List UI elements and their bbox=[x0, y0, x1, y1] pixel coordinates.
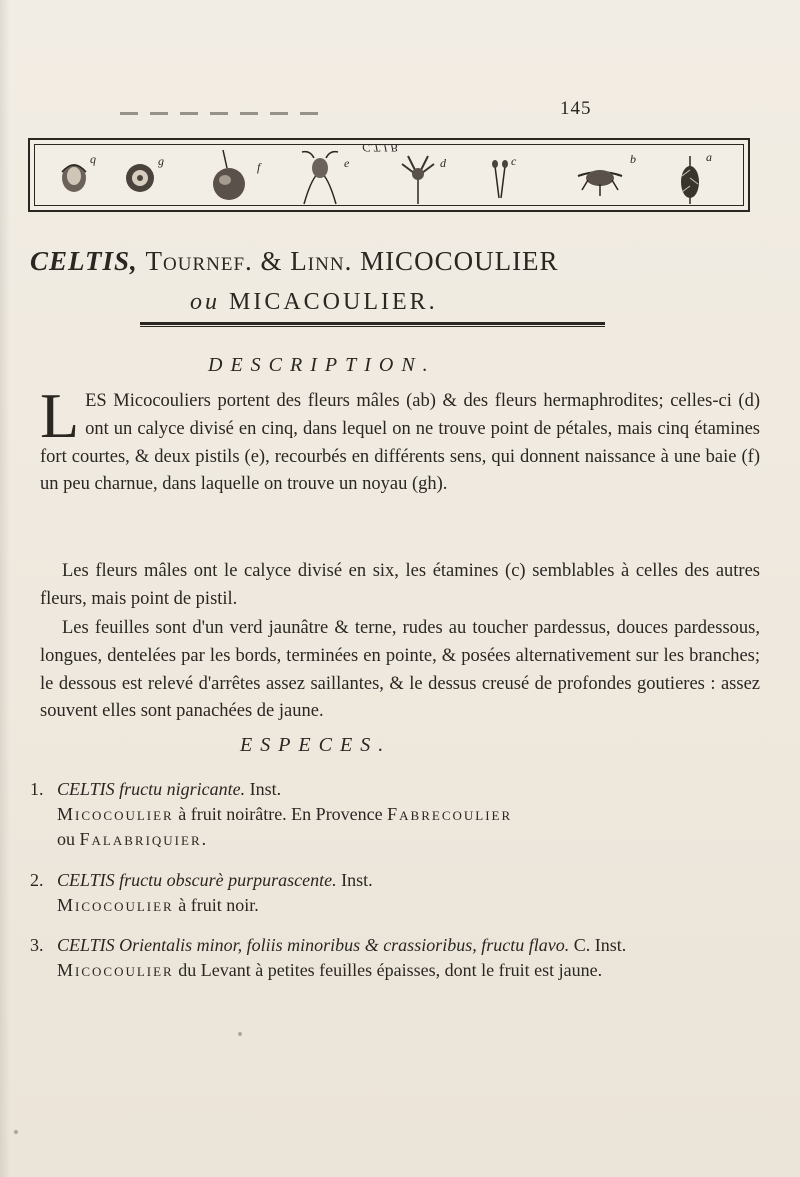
plate-caption: C.T.J.B. bbox=[362, 141, 401, 155]
figure-letter: q bbox=[90, 152, 96, 166]
species-entry bbox=[30, 933, 770, 983]
paper-stain bbox=[238, 1032, 242, 1036]
species-body bbox=[57, 777, 770, 852]
genus-title bbox=[30, 246, 559, 277]
species-entry bbox=[30, 777, 770, 852]
especes-heading: ESPECES. bbox=[240, 734, 392, 756]
male-flower-icon bbox=[570, 146, 650, 206]
species-reference: C. Inst. bbox=[573, 935, 627, 955]
species-number: 3. bbox=[30, 935, 44, 955]
species-number: 1. bbox=[30, 779, 44, 799]
species-common-description: à fruit noirâtre. En Provence bbox=[178, 804, 383, 824]
species-common-name: Micocoulier bbox=[57, 804, 174, 824]
ou-word: ou bbox=[57, 829, 75, 849]
figure-letter: c bbox=[511, 154, 517, 168]
figure-letter: a bbox=[706, 150, 712, 164]
species-number: 2. bbox=[30, 870, 44, 890]
species-common-name: Micocoulier bbox=[57, 960, 174, 980]
leaf-sprig-icon bbox=[670, 146, 730, 206]
genus-authors: Tournef. & Linn. bbox=[145, 246, 353, 276]
species-common-description: du Levant à petites feuilles épaisses, dont le fruit est jaune. bbox=[178, 960, 603, 980]
berry-icon bbox=[205, 146, 275, 206]
species-reference: Inst. bbox=[341, 870, 373, 890]
figure-letter: d bbox=[440, 156, 446, 170]
paper-stain bbox=[14, 1130, 18, 1134]
flower-bud-icon bbox=[52, 146, 112, 206]
species-common-name: Micocoulier bbox=[57, 895, 174, 915]
species-body bbox=[57, 868, 770, 918]
description-paragraph-1 bbox=[40, 380, 760, 499]
pistil-icon bbox=[292, 146, 362, 206]
figure-letter: e bbox=[344, 156, 350, 170]
alternate-name-line bbox=[190, 289, 438, 316]
figure-letter: b bbox=[630, 152, 636, 166]
divider-rule-thin bbox=[140, 326, 605, 327]
description-heading: DESCRIPTION. bbox=[208, 354, 436, 376]
figure-letter: f bbox=[257, 160, 261, 174]
species-entry bbox=[30, 868, 770, 918]
species-body bbox=[57, 933, 770, 983]
hermaphrodite-flower-icon bbox=[390, 146, 460, 206]
figure-letter: g bbox=[158, 154, 164, 168]
botanical-plate bbox=[28, 138, 750, 212]
paragraph-text: ES Micocouliers portent des fleurs mâles (ab) & des fleurs hermaphrodites; celles-ci (d) ont un calyce divisé en cinq, dans lequel on ne trouve point de pétales, mais cinq étamines fort courtes, & deux pistils (e), recourbés en différents sens, qui donnent naissance à une baie (f) un peu charnue, dans laquelle on trouve un noyau (gh). bbox=[40, 391, 760, 495]
species-latin-name: CELTIS Orientalis minor, foliis minoribus & crassioribus, fructu flavo. bbox=[57, 935, 570, 955]
species-latin-name: CELTIS fructu nigricante. bbox=[57, 779, 246, 799]
description-paragraph-3: Les feuilles sont d'un verd jaunâtre & terne, rudes au toucher pardessus, douces pardessous, longues, dentelées par les bords, terminées en pointe, & posées alternativement sur les branches; le dessous est relevé d'arrêtes assez saillantes, & le dessus creusé de profondes goutieres : assez souvent elles sont panachées de jaune. bbox=[40, 618, 760, 722]
alternate-name: MICACOULIER. bbox=[229, 289, 438, 315]
spine-shadow bbox=[0, 0, 10, 1177]
page-number: 145 bbox=[560, 98, 592, 119]
description-paragraph-2: Les fleurs mâles ont le calyce divisé en six, les étamines (c) semblables à celles des autres fleurs, mais point de pistil. bbox=[40, 561, 760, 609]
species-common-description: à fruit noir. bbox=[178, 895, 259, 915]
drop-cap: L bbox=[40, 380, 80, 451]
genus-name: CELTIS, bbox=[30, 246, 138, 276]
ink-smudge bbox=[120, 112, 320, 115]
stamen-icon bbox=[485, 146, 535, 206]
ou-word: ou bbox=[190, 289, 220, 315]
species-reference: Inst. bbox=[249, 779, 282, 799]
common-name: MICOCOULIER bbox=[360, 246, 559, 276]
species-local-name-2: Falabriquier. bbox=[79, 829, 209, 849]
fruit-section-icon bbox=[122, 146, 182, 206]
species-latin-name: CELTIS fructu obscurè purpurascente. bbox=[57, 870, 337, 890]
divider-rule bbox=[140, 322, 605, 325]
species-local-name: Fabrecoulier bbox=[387, 804, 513, 824]
